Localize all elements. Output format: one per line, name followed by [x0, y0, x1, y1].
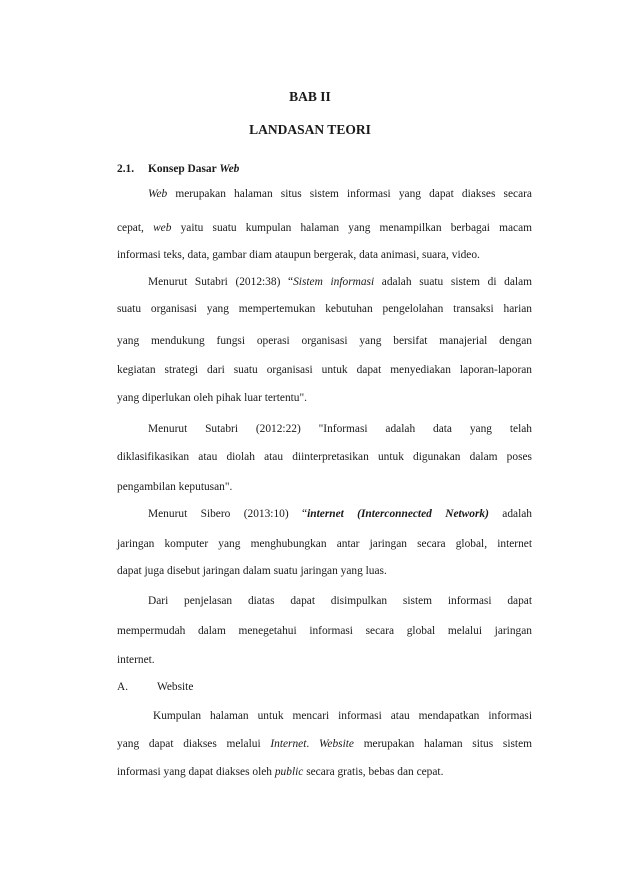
paragraph-line: jaringan komputer yang menghubungkan antar jaringan secara global, internet	[117, 538, 532, 550]
chapter-number: BAB II	[289, 89, 331, 104]
paragraph-line: Menurut Sutabri (2012:38) “Sistem informasi adalah suatu sistem di dalam	[148, 276, 532, 288]
subsection-number: A.	[117, 681, 129, 693]
paragraph-line: Menurut Sutabri (2012:22) "Informasi adalah data yang telah	[148, 423, 532, 435]
paragraph-line: yang mendukung fungsi operasi organisasi yang bersifat manajerial dengan	[117, 335, 532, 347]
paragraph-line: yang diperlukan oleh pihak luar tertentu".	[117, 392, 308, 404]
paragraph-line: suatu organisasi yang mempertemukan kebutuhan pengelolahan transaksi harian	[117, 303, 532, 315]
paragraph-line: informasi yang dapat diakses oleh public secara gratis, bebas dan cepat.	[117, 766, 444, 778]
paragraph-line: mempermudah dalam menegetahui informasi secara global melalui jaringan	[117, 625, 532, 637]
paragraph-line: diklasifikasikan atau diolah atau diinterpretasikan untuk digunakan dalam poses	[117, 451, 532, 463]
paragraph-line: Kumpulan halaman untuk mencari informasi atau mendapatkan informasi	[153, 710, 532, 722]
subsection-title: Website	[157, 681, 194, 693]
paragraph-line: Web merupakan halaman situs sistem informasi yang dapat diakses secara	[148, 188, 532, 200]
paragraph-line: internet.	[117, 654, 155, 666]
paragraph-line: dapat juga disebut jaringan dalam suatu jaringan yang luas.	[117, 565, 387, 577]
paragraph-line: informasi teks, data, gambar diam ataupun bergerak, data animasi, suara, video.	[117, 249, 480, 261]
paragraph-line: yang dapat diakses melalui Internet. Website merupakan halaman situs sistem	[117, 738, 532, 750]
paragraph-line: cepat, web yaitu suatu kumpulan halaman yang menampilkan berbagai macam	[117, 222, 532, 234]
paragraph-line: pengambilan keputusan".	[117, 481, 233, 493]
paragraph-line: kegiatan strategi dari suatu organisasi untuk dapat menyediakan laporan-laporan	[117, 364, 532, 376]
paragraph-line: Menurut Sibero (2013:10) “internet (Interconnected Network) adalah	[148, 508, 532, 520]
section-title: Konsep Dasar Web	[148, 163, 240, 175]
paragraph-line: Dari penjelasan diatas dapat disimpulkan sistem informasi dapat	[148, 595, 532, 607]
section-number: 2.1.	[117, 163, 135, 175]
chapter-title: LANDASAN TEORI	[249, 122, 371, 137]
